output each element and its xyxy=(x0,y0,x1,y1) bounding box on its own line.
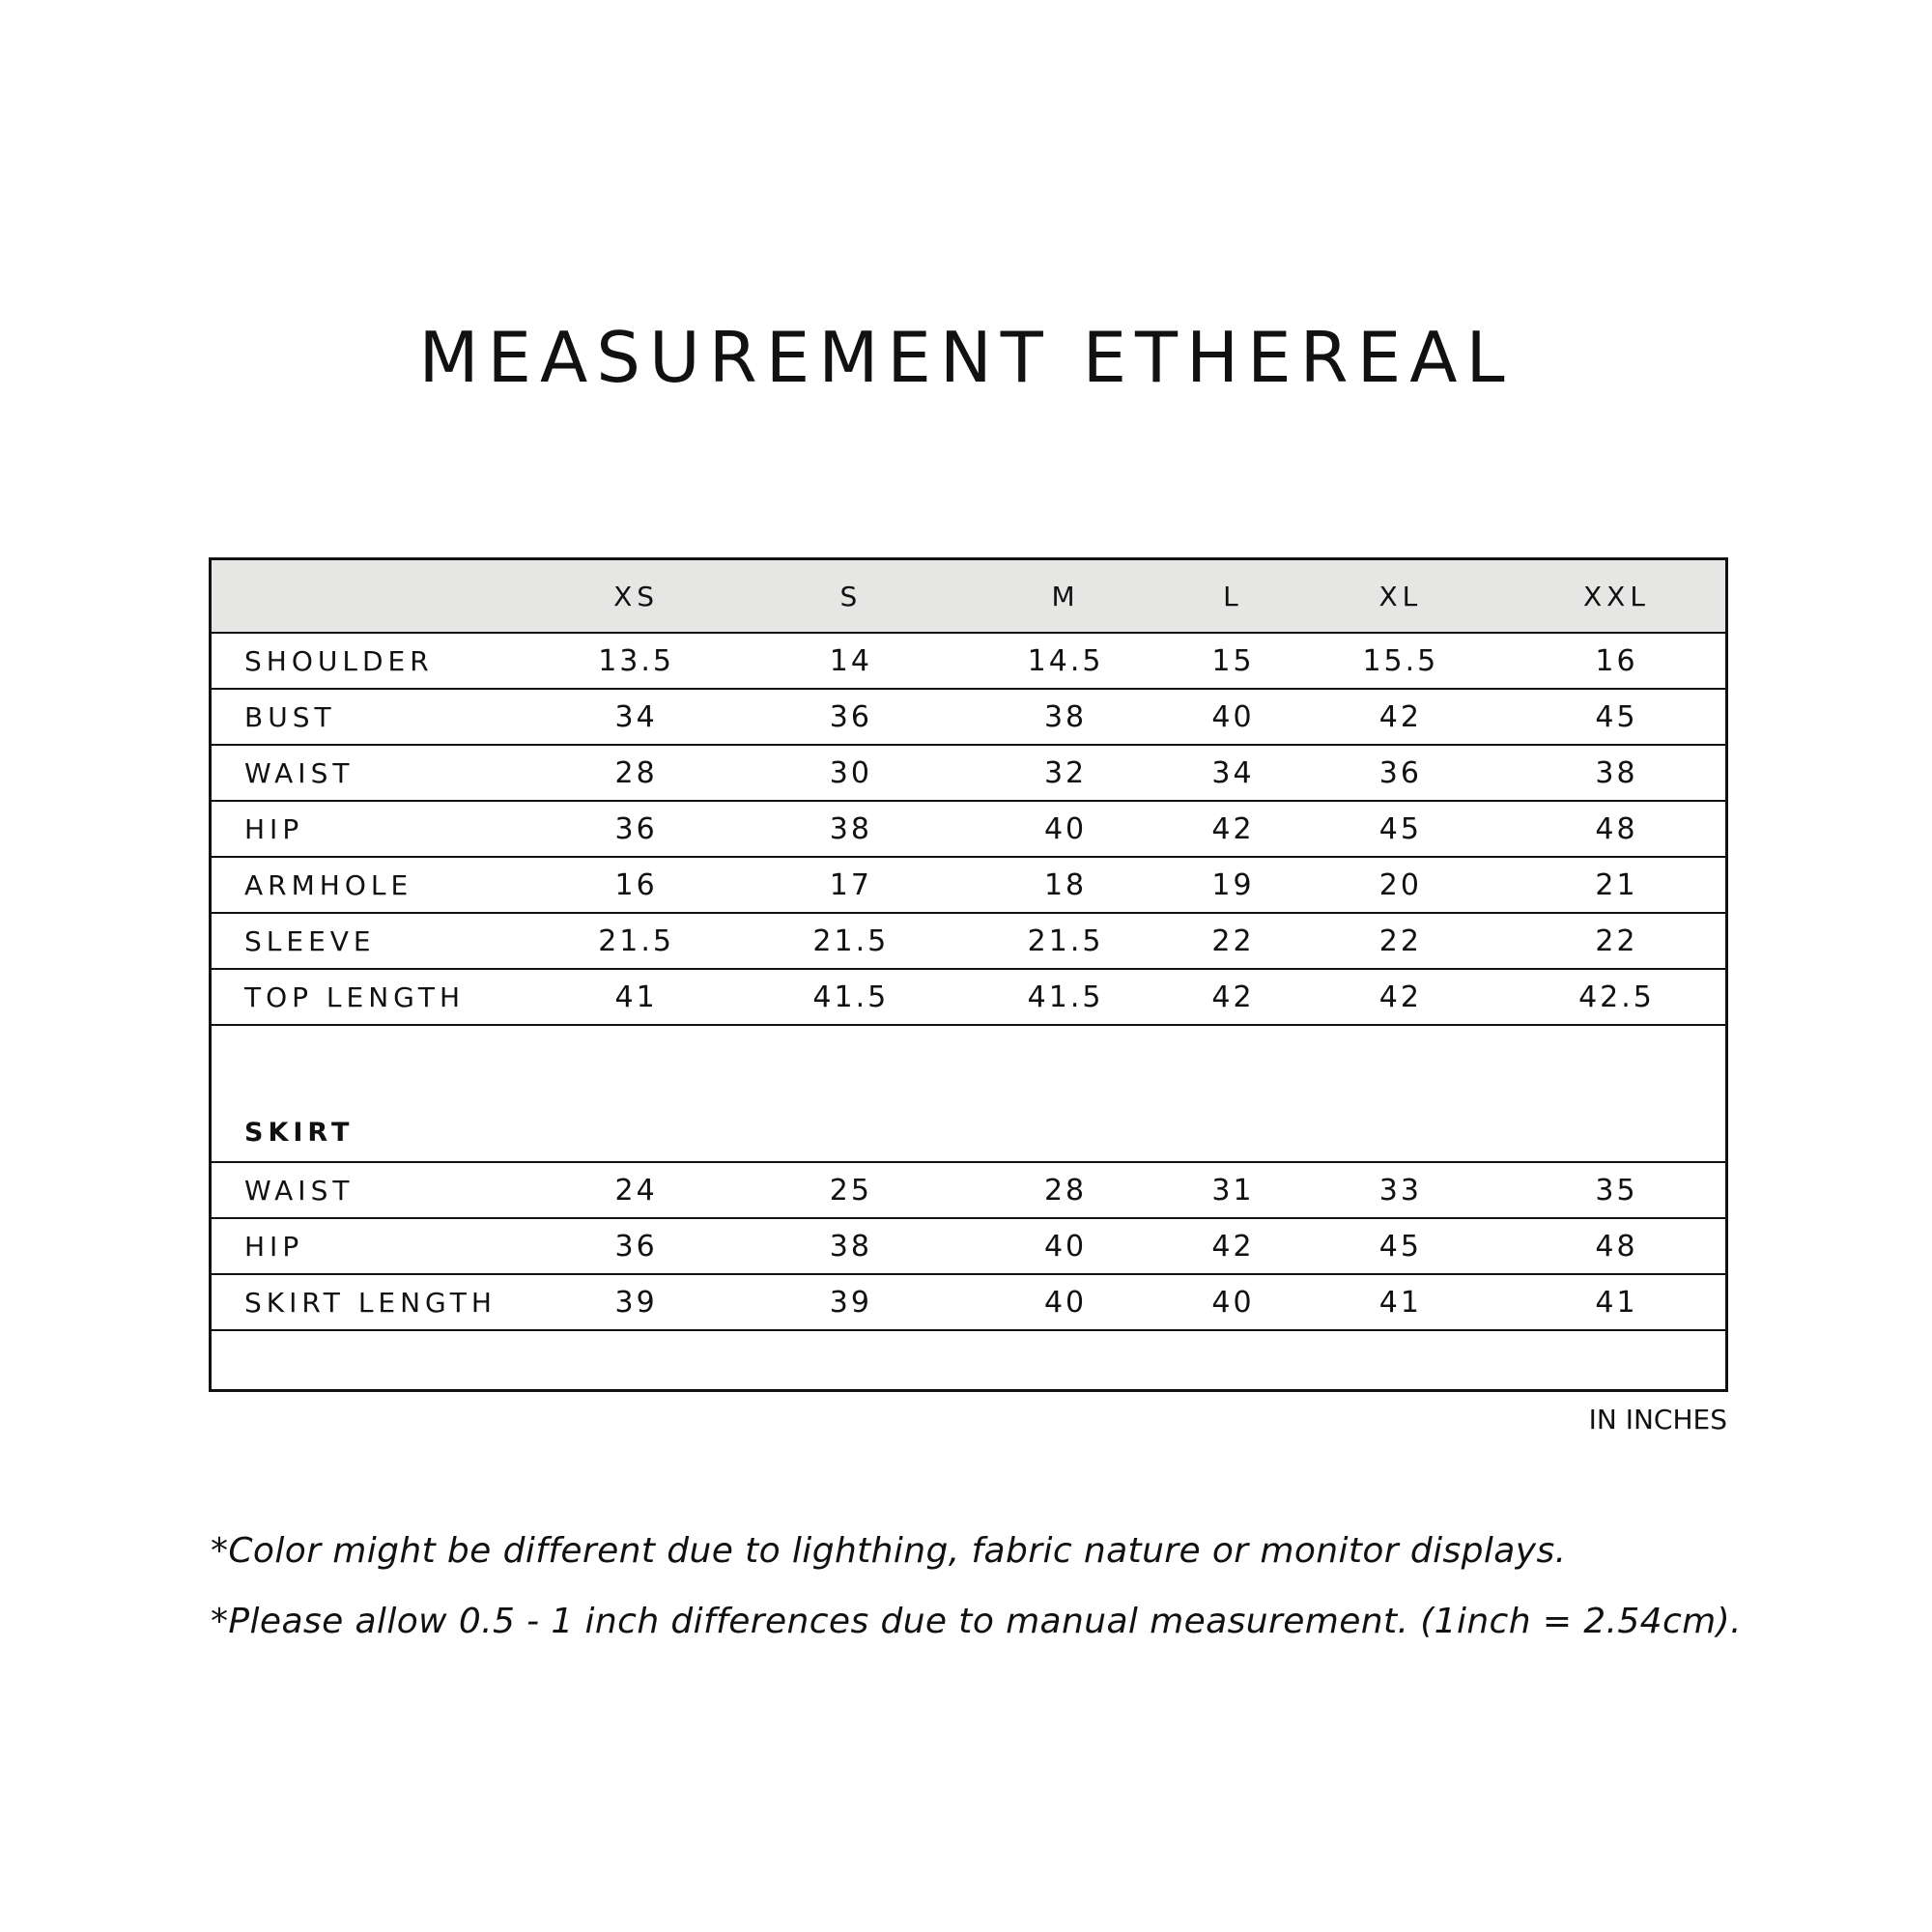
table-cell: 45 xyxy=(1508,689,1727,745)
table-cell: 45 xyxy=(1293,801,1508,857)
table-cell: 34 xyxy=(1173,745,1293,801)
table-cell: 42 xyxy=(1173,801,1293,857)
table-row xyxy=(211,745,1727,801)
size-header-s: S xyxy=(744,559,958,634)
table-cell: 28 xyxy=(529,745,744,801)
table-cell: 22 xyxy=(1173,913,1293,969)
row-label: ARMHOLE xyxy=(211,857,529,913)
table-cell: 42 xyxy=(1293,969,1508,1025)
empty-cell xyxy=(1293,1025,1508,1162)
header-blank-cell xyxy=(211,559,529,634)
row-label: HIP xyxy=(211,801,529,857)
table-cell: 38 xyxy=(744,801,958,857)
table-cell: 33 xyxy=(1293,1162,1508,1218)
table-cell: 25 xyxy=(744,1162,958,1218)
table-cell: 48 xyxy=(1508,1218,1727,1274)
table-cell: 17 xyxy=(744,857,958,913)
table-cell: 42 xyxy=(1173,1218,1293,1274)
table-cell: 21 xyxy=(1508,857,1727,913)
table-footer-row xyxy=(211,1330,1727,1391)
row-label: SHOULDER xyxy=(211,633,529,689)
row-label: WAIST xyxy=(211,1162,529,1218)
table-cell: 19 xyxy=(1173,857,1293,913)
table-cell: 35 xyxy=(1508,1162,1727,1218)
table-cell: 21.5 xyxy=(958,913,1173,969)
table-cell: 38 xyxy=(958,689,1173,745)
table-cell: 36 xyxy=(529,801,744,857)
table-cell: 22 xyxy=(1293,913,1508,969)
row-label: HIP xyxy=(211,1218,529,1274)
table-cell: 30 xyxy=(744,745,958,801)
table-cell: 21.5 xyxy=(744,913,958,969)
table-cell: 42 xyxy=(1173,969,1293,1025)
table-cell: 41 xyxy=(529,969,744,1025)
table-cell: 48 xyxy=(1508,801,1727,857)
size-header-xs: XS xyxy=(529,559,744,634)
table-cell: 14.5 xyxy=(958,633,1173,689)
table-cell: 40 xyxy=(1173,1274,1293,1330)
table-cell: 15 xyxy=(1173,633,1293,689)
table-cell: 40 xyxy=(958,801,1173,857)
row-label: BUST xyxy=(211,689,529,745)
table-cell: 38 xyxy=(744,1218,958,1274)
empty-cell xyxy=(211,1330,1727,1391)
row-label: TOP LENGTH xyxy=(211,969,529,1025)
row-label: SKIRT LENGTH xyxy=(211,1274,529,1330)
table-cell: 31 xyxy=(1173,1162,1293,1218)
skirt-section-heading: SKIRT xyxy=(211,1025,529,1162)
table-cell: 40 xyxy=(958,1218,1173,1274)
table-cell: 36 xyxy=(1293,745,1508,801)
empty-cell xyxy=(1508,1025,1727,1162)
table-row xyxy=(211,969,1727,1025)
table-row xyxy=(211,1218,1727,1274)
table-cell: 38 xyxy=(1508,745,1727,801)
table-cell: 16 xyxy=(529,857,744,913)
table-row xyxy=(211,1162,1727,1218)
table-row xyxy=(211,1274,1727,1330)
size-header-row xyxy=(211,559,1727,634)
table-row xyxy=(211,857,1727,913)
disclaimer-color: *Color might be different due to lighthing, fabric nature or monitor displays. xyxy=(211,1531,1567,1571)
skirt-section-row xyxy=(211,1025,1727,1162)
empty-cell xyxy=(1173,1025,1293,1162)
table-cell: 39 xyxy=(529,1274,744,1330)
table-cell: 32 xyxy=(958,745,1173,801)
table-cell: 45 xyxy=(1293,1218,1508,1274)
table-cell: 41 xyxy=(1293,1274,1508,1330)
table-cell: 39 xyxy=(744,1274,958,1330)
table-row xyxy=(211,689,1727,745)
size-header-m: M xyxy=(958,559,1173,634)
page-title: MEASUREMENT ETHEREAL xyxy=(418,317,1514,398)
size-header-xl: XL xyxy=(1293,559,1508,634)
empty-cell xyxy=(529,1025,744,1162)
table-cell: 14 xyxy=(744,633,958,689)
table-cell: 41.5 xyxy=(958,969,1173,1025)
table-cell: 40 xyxy=(958,1274,1173,1330)
table-row xyxy=(211,913,1727,969)
table-row xyxy=(211,633,1727,689)
unit-note: IN INCHES xyxy=(1588,1404,1727,1435)
empty-cell xyxy=(744,1025,958,1162)
table-cell: 24 xyxy=(529,1162,744,1218)
table-cell: 41 xyxy=(1508,1274,1727,1330)
table-cell: 42.5 xyxy=(1508,969,1727,1025)
table-cell: 36 xyxy=(744,689,958,745)
table-cell: 16 xyxy=(1508,633,1727,689)
table-cell: 13.5 xyxy=(529,633,744,689)
size-header-xxl: XXL xyxy=(1508,559,1727,634)
table-cell: 15.5 xyxy=(1293,633,1508,689)
table-cell: 40 xyxy=(1173,689,1293,745)
table-cell: 41.5 xyxy=(744,969,958,1025)
table-cell: 20 xyxy=(1293,857,1508,913)
table-cell: 21.5 xyxy=(529,913,744,969)
table-cell: 42 xyxy=(1293,689,1508,745)
table-cell: 36 xyxy=(529,1218,744,1274)
table-cell: 18 xyxy=(958,857,1173,913)
empty-cell xyxy=(958,1025,1173,1162)
size-header-l: L xyxy=(1173,559,1293,634)
disclaimer-measurement: *Please allow 0.5 - 1 inch differences due to manual measurement. (1inch = 2.54cm). xyxy=(211,1602,1742,1641)
table-cell: 22 xyxy=(1508,913,1727,969)
table-cell: 28 xyxy=(958,1162,1173,1218)
row-label: SLEEVE xyxy=(211,913,529,969)
row-label: WAIST xyxy=(211,745,529,801)
table-row xyxy=(211,801,1727,857)
size-chart-table xyxy=(209,557,1728,1392)
table-cell: 34 xyxy=(529,689,744,745)
